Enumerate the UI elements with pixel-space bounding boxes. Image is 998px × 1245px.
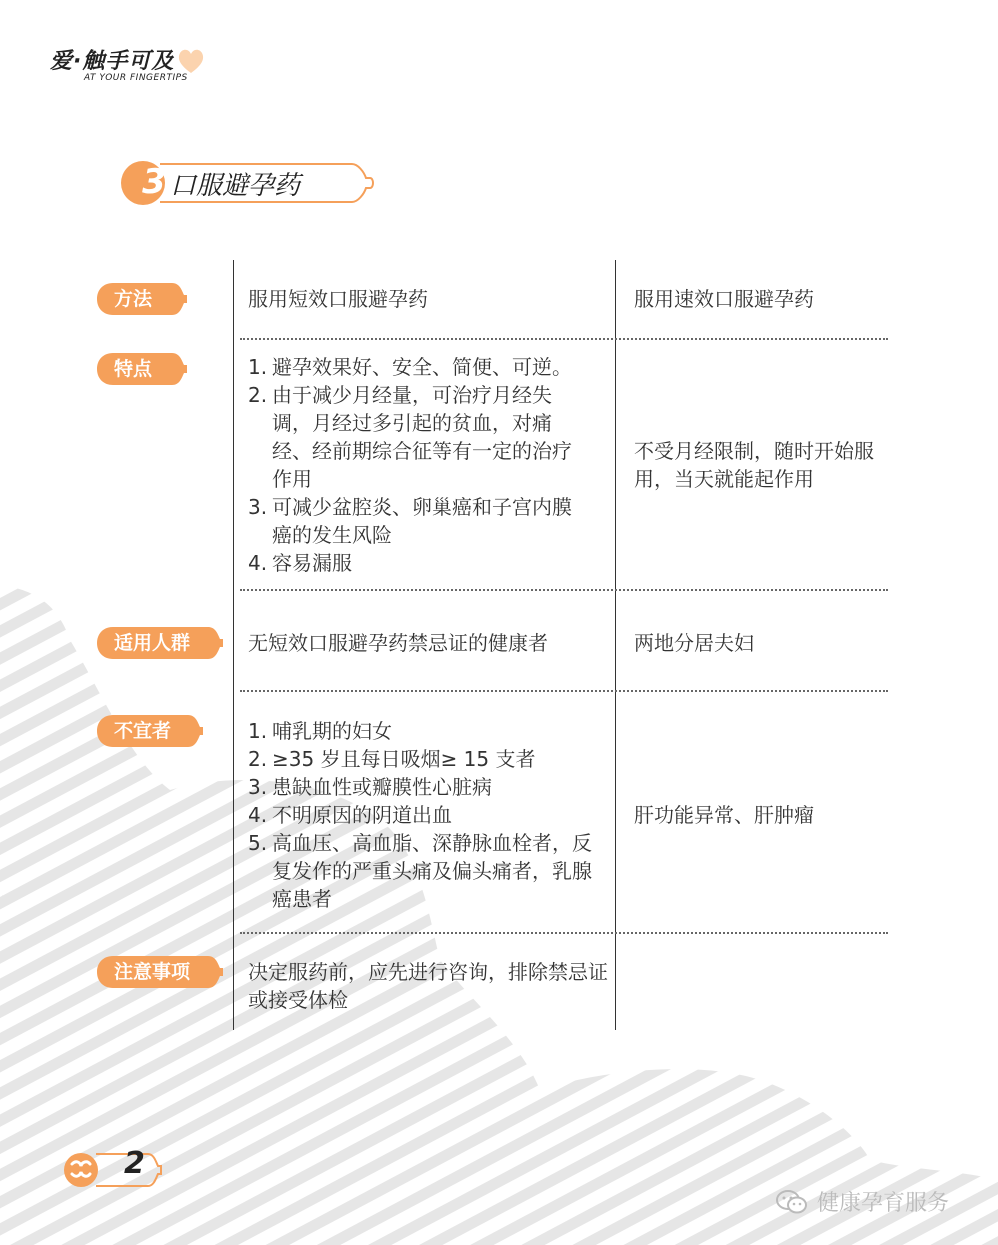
notes-short-acting: 决定服药前，应先进行咨询，排除禁忌证或接受体检	[248, 960, 608, 1012]
features-list	[248, 353, 578, 577]
label-text: 方法	[114, 288, 153, 310]
unsuitable-list	[248, 717, 598, 913]
list-item: 2. 由于减少月经量，可治疗月经失调，月经过多引起的贫血，对痛经、经前期综合征等有一定的治疗作用	[248, 383, 572, 491]
column-divider-left	[233, 260, 234, 1030]
heart-icon	[176, 46, 206, 76]
list-item: 4. 不明原因的阴道出血	[248, 803, 452, 827]
list-item: 2. ≥35 岁且每日吸烟≥ 15 支者	[248, 747, 536, 771]
page-number	[62, 1146, 162, 1194]
list-item: 1. 避孕效果好、安全、简便、可逆。	[248, 355, 572, 379]
features-short-acting	[248, 353, 578, 577]
page-number-text: 2	[124, 1146, 145, 1181]
unsuitable-fast-acting: 肝功能异常、肝肿瘤	[634, 803, 814, 827]
suitable-fast-acting: 两地分居夫妇	[634, 631, 754, 655]
unsuitable-short-acting	[248, 717, 598, 913]
watermark	[775, 1186, 949, 1217]
list-item: 4. 容易漏服	[248, 551, 352, 575]
section-heading: 口服避孕药	[170, 171, 301, 201]
features-fast-acting: 不受月经限制，随时开始服用，当天就能起作用	[634, 439, 874, 491]
wechat-icon	[775, 1188, 809, 1216]
brand-logo	[50, 44, 188, 83]
list-item: 3. 可减少盆腔炎、卵巢癌和子宫内膜癌的发生风险	[248, 495, 572, 547]
row-divider	[240, 338, 888, 340]
list-item: 3. 患缺血性或瓣膜性心脏病	[248, 775, 492, 799]
watermark-text: 健康孕育服务	[817, 1191, 950, 1216]
suitable-short-acting: 无短效口服避孕药禁忌证的健康者	[248, 631, 548, 655]
logo-subtitle: AT YOUR FINGERTIPS	[84, 73, 188, 83]
method-short-acting: 服用短效口服避孕药	[248, 287, 428, 311]
label-text: 注意事项	[114, 961, 191, 983]
logo-text: 爱·触手可及	[50, 49, 175, 74]
label-text: 不宜者	[114, 720, 172, 742]
column-divider-right	[615, 260, 616, 1030]
row-divider	[240, 589, 888, 591]
list-item: 1. 哺乳期的妇女	[248, 719, 392, 743]
row-divider	[240, 690, 888, 692]
method-fast-acting: 服用速效口服避孕药	[634, 287, 814, 311]
list-item: 5. 高血压、高血脂、深静脉血栓者，反复发作的严重头痛及偏头痛者，乳腺癌患者	[248, 831, 592, 911]
label-text: 特点	[114, 358, 153, 380]
page-badge	[62, 1150, 162, 1190]
row-divider	[240, 932, 888, 934]
label-text: 适用人群	[114, 632, 191, 654]
section-number: 3	[142, 162, 166, 202]
